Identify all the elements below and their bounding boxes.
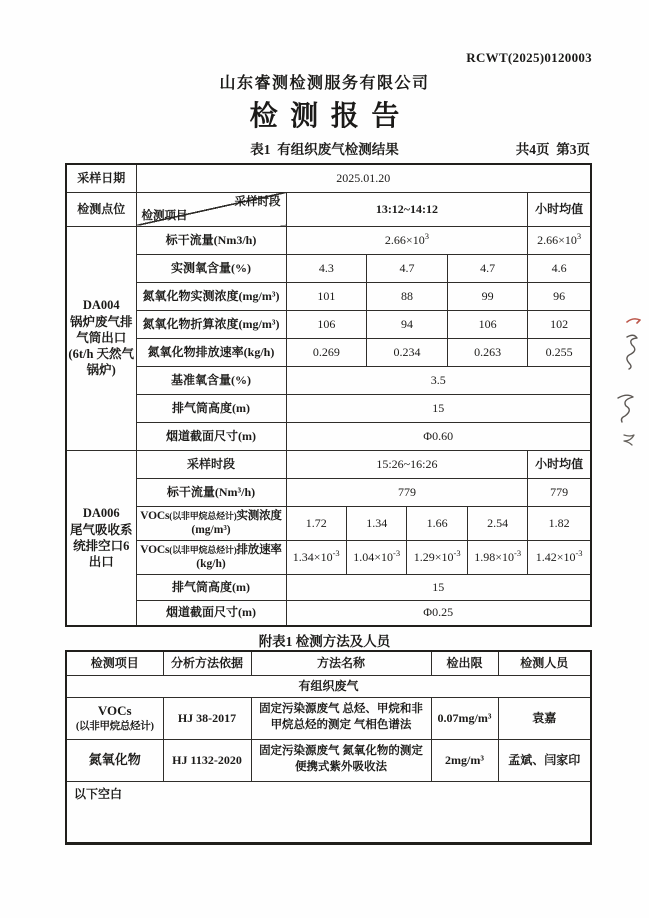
nox-conv-v3: 106 — [447, 310, 528, 338]
voc-conc-v3: 1.66 — [407, 506, 467, 540]
diagonal-header-cell — [136, 192, 286, 226]
voc-rate-v2 — [346, 540, 406, 574]
row-da004-nox-conc — [66, 282, 591, 310]
da006-period-label: 采样时段 — [136, 450, 286, 478]
da006-flow-label: 标干流量(Nm³/h) — [136, 478, 286, 506]
row-da004-duct — [66, 422, 591, 450]
limit-nox: 2mg/m³ — [431, 739, 498, 781]
voc-rate-v2-exp: -3 — [393, 547, 401, 558]
diagonal-period-label: 采样时段 — [234, 195, 281, 208]
duct-size-value: Φ0.60 — [286, 422, 591, 450]
voc-rate-v3 — [407, 540, 467, 574]
o2-v3: 4.7 — [447, 254, 528, 282]
flow-value-exp: 3 — [424, 230, 429, 241]
row-da004-base-o2 — [66, 366, 591, 394]
voc-rate-v4 — [467, 540, 527, 574]
methods-blank-row — [66, 781, 591, 843]
row-da004-o2 — [66, 254, 591, 282]
row-da006-stack-height — [66, 574, 591, 600]
monitoring-point-label: 检测点位 — [66, 192, 136, 226]
base-o2-value: 3.5 — [286, 366, 591, 394]
o2-v1: 4.3 — [286, 254, 367, 282]
margin-mark-ink-3 — [624, 435, 634, 445]
base-o2-label: 基准氧含量(%) — [136, 366, 286, 394]
voc-conc-unit: (mg/m³) — [191, 524, 231, 536]
nox-conv-v1: 106 — [286, 310, 367, 338]
point-da004 — [66, 226, 136, 450]
voc-rate-v1-base: 1.34×10 — [292, 549, 333, 564]
voc-rate-p3: 排放速率 — [236, 543, 282, 556]
voc-conc-label-line — [137, 509, 286, 523]
voc-rate-v3-exp: -3 — [453, 547, 461, 558]
nox-conv-hourly: 102 — [528, 310, 591, 338]
row-da004-stack-height — [66, 394, 591, 422]
voc-conc-v2: 1.34 — [346, 506, 406, 540]
methods-table — [65, 650, 592, 845]
document-number: RCWT(2025)0120003 — [466, 50, 592, 65]
flow-hourly — [528, 226, 591, 254]
flow-value — [286, 226, 528, 254]
table1-caption-row — [0, 138, 649, 156]
nox-rate-hourly: 0.255 — [528, 338, 591, 366]
voc-rate-p2: (以非甲烷总烃计) — [169, 544, 237, 555]
methods-header-row — [66, 651, 591, 675]
row-da004-nox-conv — [66, 310, 591, 338]
header-personnel: 检测人员 — [498, 651, 591, 675]
diagonal-item-label: 检测项目 — [141, 210, 188, 223]
da006-stack-height-label: 排气筒高度(m) — [136, 574, 286, 600]
voc-conc-hourly: 1.82 — [528, 506, 591, 540]
header-test-item: 检测项目 — [66, 651, 163, 675]
item-vocs-name: VOCs — [97, 703, 132, 719]
nox-rate-v2: 0.234 — [367, 338, 448, 366]
nox-conv-label: 氮氧化物折算浓度(mg/m³) — [136, 310, 286, 338]
point-da004-note: (6t/h 天然气锅炉) — [68, 347, 135, 378]
voc-rate-hourly — [528, 540, 591, 574]
row-da006-duct — [66, 600, 591, 626]
row-da006-flow — [66, 478, 591, 506]
voc-conc-v4: 2.54 — [467, 506, 527, 540]
voc-rate-v3-base: 1.29×10 — [413, 549, 454, 564]
methods-row-vocs — [66, 697, 591, 739]
margin-mark-ink-1 — [627, 335, 637, 369]
row-voc-rate — [66, 540, 591, 574]
stack-height-label: 排气筒高度(m) — [136, 394, 286, 422]
point-da004-desc: 锅炉废气排气筒出口 — [69, 314, 133, 345]
flow-hourly-exp: 3 — [576, 230, 582, 241]
header-method-basis: 分析方法依据 — [163, 651, 251, 675]
handwritten-margin-marks — [610, 314, 649, 454]
voc-rate-v2-base: 1.04×10 — [353, 549, 394, 564]
header-detection-limit: 检出限 — [431, 651, 498, 675]
method-vocs: 固定污染源废气 总烃、甲烷和非甲烷总烃的测定 气相色谱法 — [251, 697, 431, 739]
voc-rate-v1-exp: -3 — [332, 547, 340, 558]
table1-caption: 表1 有组织废气检测结果 — [250, 142, 399, 157]
company-name: 山东睿测检测服务有限公司 — [219, 75, 430, 92]
basis-vocs: HJ 38-2017 — [163, 697, 251, 739]
sampling-date-label: 采样日期 — [66, 164, 136, 192]
row-da006-period — [66, 450, 591, 478]
nox-conv-v2: 94 — [367, 310, 448, 338]
voc-rate-v1 — [286, 540, 346, 574]
da006-period-value: 15:26~16:26 — [286, 450, 528, 478]
section-organized-gas: 有组织废气 — [66, 675, 591, 697]
methods-section-row — [66, 675, 591, 697]
results-table — [65, 163, 592, 627]
voc-rate-hourly-base: 1.42×10 — [535, 549, 576, 564]
person-nox: 孟斌、闫家印 — [498, 739, 591, 781]
o2-hourly: 4.6 — [528, 254, 591, 282]
voc-rate-label-line — [137, 543, 286, 557]
point-da004-code: DA004 — [82, 298, 120, 313]
voc-rate-v4-base: 1.98×10 — [474, 549, 514, 564]
da006-hourly-label: 小时均值 — [528, 450, 591, 478]
voc-conc-p1: VOCs — [140, 509, 170, 522]
margin-mark-red — [627, 319, 640, 323]
nox-conc-v2: 88 — [367, 282, 448, 310]
voc-rate-unit: (kg/h) — [196, 558, 226, 570]
voc-rate-v4-exp: -3 — [513, 547, 522, 558]
voc-rate-label — [136, 540, 286, 574]
item-nox-name: 氮氧化物 — [88, 751, 141, 767]
flow-label: 标干流量(Nm3/h) — [136, 226, 286, 254]
flow-hourly-base: 2.66×10 — [537, 232, 577, 247]
page-count: 共4页 第3页 — [515, 142, 590, 157]
methods-table-caption: 附表1 检测方法及人员 — [258, 634, 391, 649]
voc-conc-p2: (以非甲烷总烃计) — [169, 510, 237, 521]
methods-row-nox — [66, 739, 591, 781]
voc-rate-p1: VOCs — [140, 543, 170, 556]
nox-conc-label: 氮氧化物实测浓度(mg/m³) — [136, 282, 286, 310]
row-sampling-date — [66, 164, 591, 192]
da006-duct-label: 烟道截面尺寸(m) — [136, 600, 286, 626]
report-title: 检测报告 — [249, 101, 412, 132]
item-vocs-qualifier: (以非甲烷总烃计) — [75, 720, 154, 732]
row-da004-nox-rate — [66, 338, 591, 366]
duct-size-label: 烟道截面尺寸(m) — [136, 422, 286, 450]
da004-period: 13:12~14:12 — [286, 192, 528, 226]
basis-nox: HJ 1132-2020 — [163, 739, 251, 781]
point-da006 — [66, 450, 136, 626]
da006-stack-height-value: 15 — [286, 574, 591, 600]
voc-conc-p3: 实测浓度 — [236, 509, 282, 522]
margin-mark-ink-2 — [618, 395, 633, 422]
flow-value-base: 2.66×10 — [384, 232, 425, 247]
blank-below-note: 以下空白 — [66, 781, 591, 843]
nox-conc-v1: 101 — [286, 282, 367, 310]
hourly-average-label: 小时均值 — [528, 192, 591, 226]
da006-flow-hourly: 779 — [528, 478, 591, 506]
row-da004-flow — [66, 226, 591, 254]
sampling-date-value: 2025.01.20 — [136, 164, 591, 192]
da006-duct-value: Φ0.25 — [286, 600, 591, 626]
person-vocs: 袁嘉 — [498, 697, 591, 739]
nox-rate-label: 氮氧化物排放速率(kg/h) — [136, 338, 286, 366]
row-voc-conc — [66, 506, 591, 540]
point-da006-code: DA006 — [82, 506, 120, 521]
row-period-header — [66, 192, 591, 226]
point-da006-desc: 尾气吸收系统排空口6出口 — [69, 522, 133, 569]
nox-conc-hourly: 96 — [528, 282, 591, 310]
stack-height-value: 15 — [286, 394, 591, 422]
nox-rate-v3: 0.263 — [447, 338, 528, 366]
voc-conc-label — [136, 506, 286, 540]
o2-v2: 4.7 — [367, 254, 448, 282]
method-nox: 固定污染源废气 氮氧化物的测定 便携式紫外吸收法 — [251, 739, 431, 781]
header-method-name: 方法名称 — [251, 651, 431, 675]
limit-vocs: 0.07mg/m³ — [431, 697, 498, 739]
voc-conc-v1: 1.72 — [286, 506, 346, 540]
nox-conc-v3: 99 — [447, 282, 528, 310]
o2-label: 实测氧含量(%) — [136, 254, 286, 282]
nox-rate-v1: 0.269 — [286, 338, 367, 366]
item-vocs — [66, 697, 163, 739]
voc-rate-hourly-exp: -3 — [575, 547, 583, 558]
item-nox — [66, 739, 163, 781]
da006-flow-value: 779 — [286, 478, 528, 506]
